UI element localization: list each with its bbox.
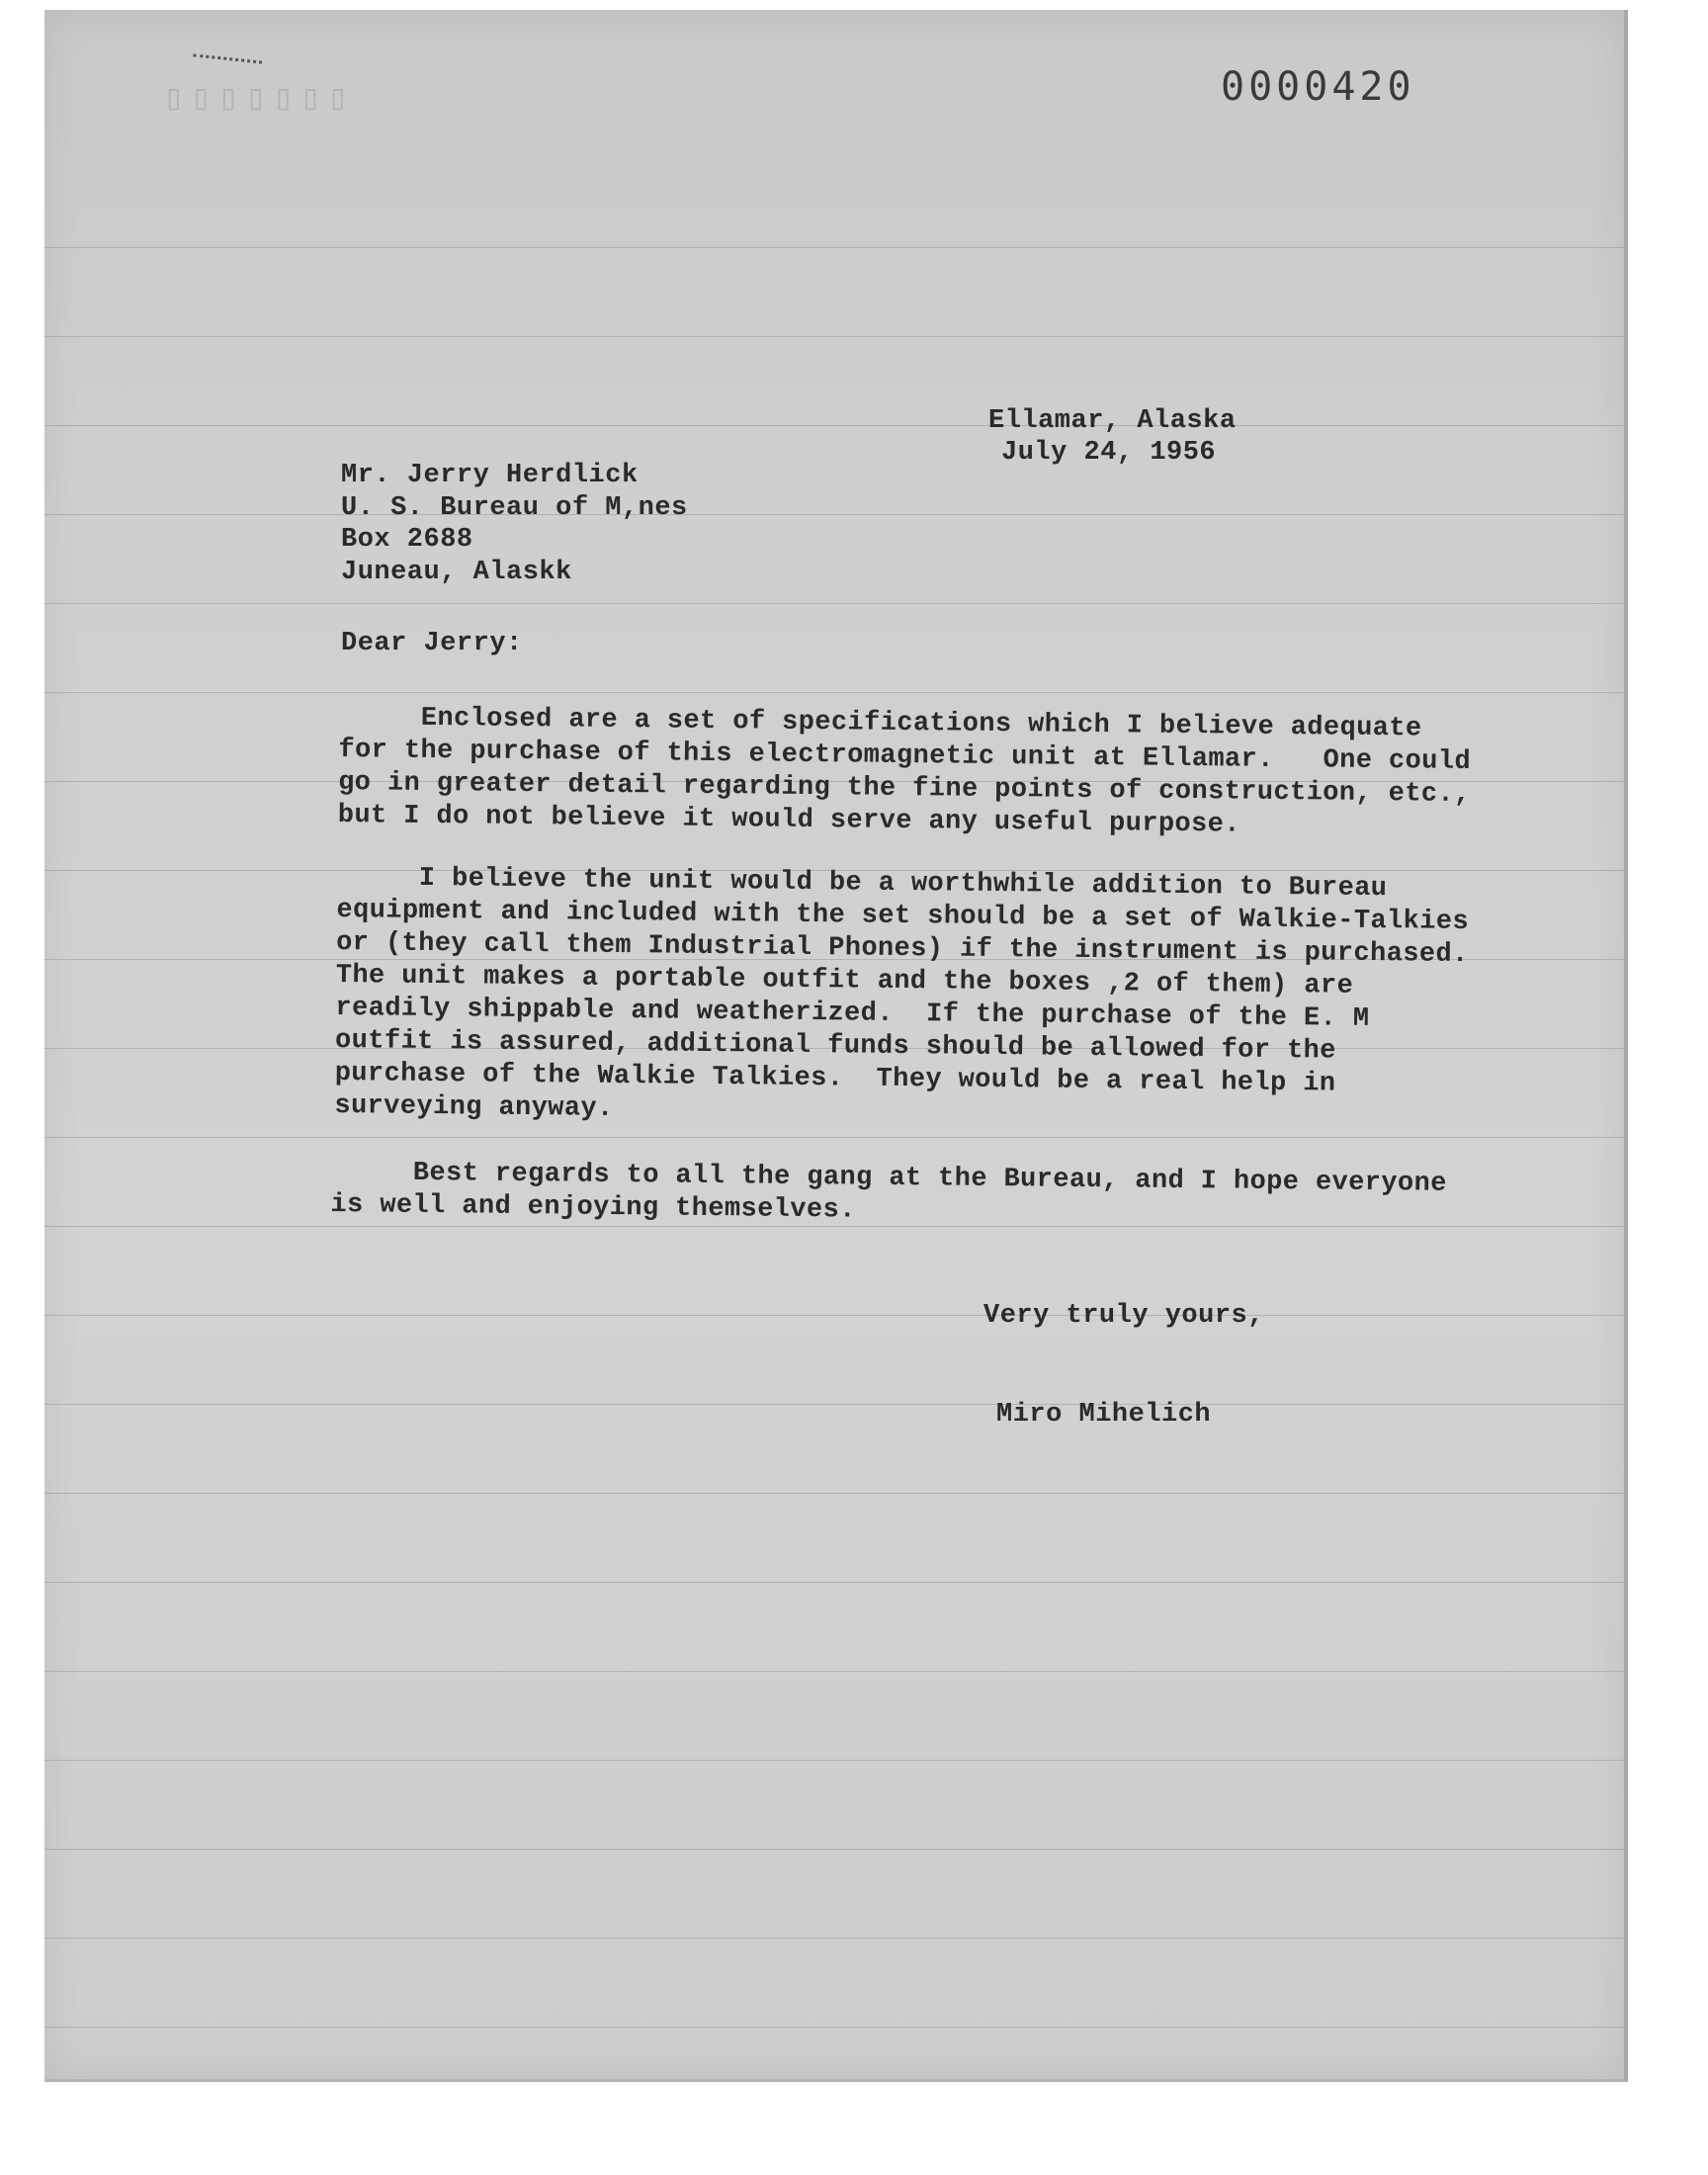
paragraph-line: purchase of the Walkie Talkies. They would be a real help in <box>334 1058 1336 1099</box>
paragraph-line: Enclosed are a set of specifications which I believe adequate <box>338 702 1422 744</box>
paper-rule <box>44 1938 1624 1939</box>
paper-rule <box>44 1315 1624 1316</box>
closing: Very truly yours, <box>983 1301 1264 1331</box>
salutation: Dear Jerry: <box>341 629 523 658</box>
paper-rule <box>44 1760 1624 1761</box>
paragraph-line: The unit makes a portable outfit and the boxes ,2 of them) are <box>335 960 1354 1001</box>
paper-rule <box>44 2027 1624 2028</box>
paragraph-line: I believe the unit would be a worthwhile addition to Bureau <box>336 862 1388 905</box>
paragraph-3 <box>330 1157 1447 1234</box>
paragraph-line: surveying anyway. <box>334 1090 614 1124</box>
date-line: July 24, 1956 <box>1001 438 1217 468</box>
paragraph-line: but I do not believe it would serve any useful purpose. <box>337 800 1241 840</box>
recipient-name: Mr. Jerry Herdlick <box>341 461 639 490</box>
paper-rule <box>44 1849 1624 1850</box>
paper-rule <box>44 247 1624 248</box>
paper-rule <box>44 692 1624 693</box>
paragraph-line: or (they call them Industrial Phones) if the instrument is purchased. <box>335 927 1469 970</box>
letter-page <box>44 10 1628 2082</box>
paper-rule <box>44 336 1624 337</box>
paper-rule <box>44 1137 1624 1138</box>
paper-rule <box>44 514 1624 515</box>
paper-rule <box>44 603 1624 604</box>
paragraph-2 <box>334 862 1469 1135</box>
signature-typed: Miro Mihelich <box>996 1400 1212 1430</box>
paper-rule <box>44 1493 1624 1494</box>
pencil-mark <box>193 53 262 67</box>
paragraph-line: readily shippable and weatherized. If the purchase of the E. M <box>335 993 1370 1034</box>
recipient-box: Box 2688 <box>341 525 473 555</box>
document-number-stamp: 0000420 <box>1221 64 1415 110</box>
bleed-through-stamp: ▯▯▯▯▯▯▯ <box>163 77 355 118</box>
paper-rule <box>44 1404 1624 1405</box>
paragraph-1 <box>338 702 1472 844</box>
paragraph-line: outfit is assured, additional funds should be allowed for the <box>334 1025 1336 1067</box>
place-line: Ellamar, Alaska <box>988 406 1237 436</box>
paragraph-line: equipment and included with the set should be a set of Walkie-Talkies <box>336 895 1470 937</box>
paragraph-line: Best regards to all the gang at the Bureau, and I hope everyone <box>330 1158 1447 1199</box>
paper-rule <box>44 1671 1624 1672</box>
paragraph-line: is well and enjoying themselves. <box>330 1189 856 1226</box>
paper-rule <box>44 1582 1624 1583</box>
paragraph-line: go in greater detail regarding the fine points of construction, etc., <box>337 767 1471 810</box>
paragraph-line: for the purchase of this electromagnetic unit at Ellamar. One could <box>338 735 1472 777</box>
recipient-org: U. S. Bureau of M,nes <box>341 493 688 523</box>
recipient-city: Juneau, Alaskk <box>341 558 572 587</box>
paper-rule <box>44 425 1624 426</box>
